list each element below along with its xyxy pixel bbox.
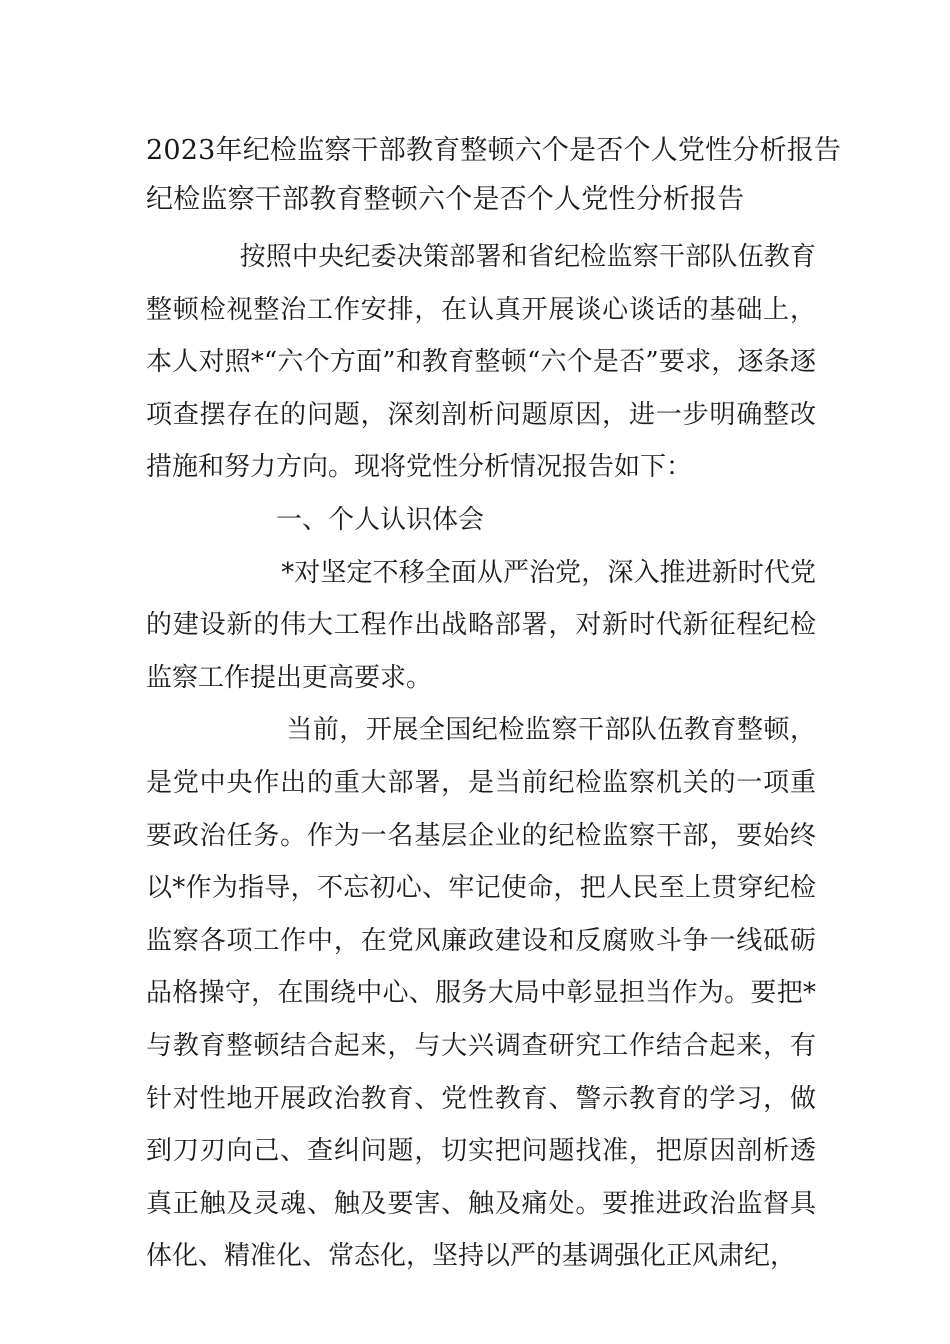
document-subtitle: 纪检监察干部教育整顿六个是否个人党性分析报告 (146, 184, 745, 215)
document-title: 2023年纪检监察干部教育整顿六个是否个人党性分析报告 (146, 135, 842, 166)
paragraph-strategy: *对坚定不移全面从严治党，深入推进新时代党的建设新的伟大工程作出战略部署，对新时代新征程纪检监察工作提出更高要求。 (146, 557, 816, 693)
section-heading: 一、个人认识体会 (276, 504, 485, 535)
paragraph-intro: 按照中央纪委决策部署和省纪检监察干部队伍教育整顿检视整治工作安排，在认真开展谈心谈话的基础上，本人对照*“六个方面”和教育整顿“六个是否”要求，逐条逐项查摆存在的问题，深刻剖析问题原因，进一步明确整改措施和努力方向。现将党性分析情况报告如下： (146, 242, 816, 483)
paragraph-current: 当前，开展全国纪检监察干部队伍教育整顿，是党中央作出的重大部署，是当前纪检监察机关的一项重要政治任务。作为一名基层企业的纪检监察干部，要始终以*作为指导，不忘初心、牢记使命，把人民至上贯穿纪检监察各项工作中，在党风廉政建设和反腐败斗争一线砥砺品格操守，在围绕中心、服务大局中彰显担当作为。要把*与教育整顿结合起来，与大兴调查研究工作结合起来，有针对性地开展政治教育、党性教育、警示教育的学习，做到刀刃向己、查纠问题，切实把问题找准，把原因剖析透真正触及灵魂、触及要害、触及痛处。要推进政治监督具体化、精准化、常态化，坚持以严的基调强化正风肃纪， (146, 715, 816, 1272)
document-body (146, 231, 816, 1283)
